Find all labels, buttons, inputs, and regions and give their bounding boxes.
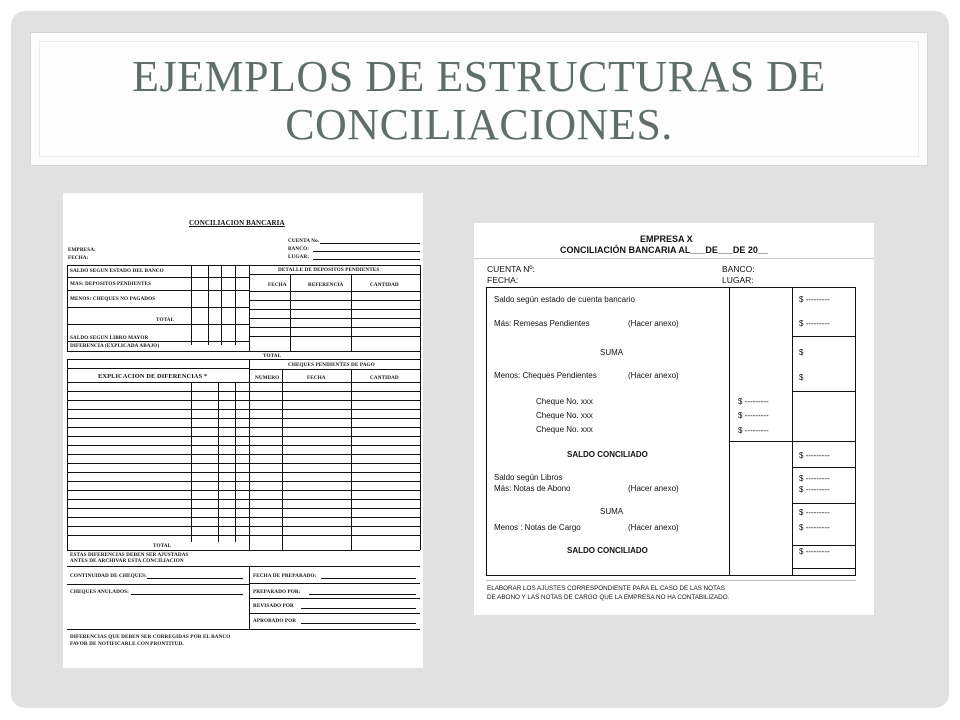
left-table-left <box>67 265 68 352</box>
right-amount-abono: $ --------- <box>799 485 830 494</box>
ruled-row-line <box>249 481 420 482</box>
left-table-right <box>420 265 421 550</box>
ruled-row-line <box>67 517 249 518</box>
fill-line <box>301 623 416 624</box>
right-mas-notas-abono: Más: Notas de Abono <box>494 484 571 493</box>
right-box-bottom <box>486 575 856 576</box>
right-anexo-3: (Hacer anexo) <box>628 484 679 493</box>
slide-title-line-1: EJEMPLOS DE ESTRUCTURAS DE <box>132 52 826 101</box>
right-amount-suma-2: $ --------- <box>799 508 830 517</box>
right-box-right <box>855 287 856 576</box>
right-amount-libros: $ --------- <box>799 474 830 483</box>
row-line <box>67 368 249 369</box>
right-amount-cargo: $ --------- <box>799 523 830 532</box>
ruled-row-line <box>249 436 420 437</box>
ruled-row-line <box>249 445 420 446</box>
row-line <box>249 327 420 328</box>
ruled-row-line <box>67 400 249 401</box>
left-cheques-pendientes: CHEQUES PENDIENTES DE PAGO <box>288 362 375 368</box>
ruled-row-line <box>67 526 249 527</box>
row-line <box>67 629 420 630</box>
ruled-row-line <box>249 454 420 455</box>
row-line <box>249 336 420 337</box>
ruled-row-line <box>249 463 420 464</box>
right-cheque-2: Cheque No. xxx <box>536 411 593 420</box>
right-cheque-3: Cheque No. xxx <box>536 425 593 434</box>
row-line <box>67 382 249 383</box>
ruled-row-line <box>67 436 249 437</box>
right-titulo: CONCILIACIÓN BANCARIA AL___DE___DE 20__ <box>560 245 768 255</box>
row-line <box>67 351 249 352</box>
footer-divider <box>486 580 856 581</box>
right-col-1 <box>729 287 730 576</box>
right-amount-cheques: $ <box>799 373 804 382</box>
fill-line <box>301 608 416 609</box>
right-amount-cheque-1: $ --------- <box>738 397 769 406</box>
right-amount-conciliado-1: $ --------- <box>799 451 830 460</box>
row-line <box>249 291 420 292</box>
ruled-row-line <box>67 472 249 473</box>
left-col-cantidad: CANTIDAD <box>370 282 399 288</box>
row-line <box>67 290 249 291</box>
row-line <box>792 503 856 504</box>
row-line <box>249 359 420 360</box>
left-reconciliation-form <box>63 193 423 668</box>
left-form-heading: CONCILIACION BANCARIA <box>189 219 285 227</box>
right-menos-notas-cargo: Menos : Notas de Cargo <box>494 523 581 532</box>
left-table-top <box>67 265 420 266</box>
right-box-left <box>486 287 487 576</box>
row-line <box>67 550 420 551</box>
ruled-row-line <box>249 517 420 518</box>
left-col-fecha: FECHA <box>268 282 287 288</box>
right-amount-cheque-2: $ --------- <box>738 411 769 420</box>
right-anexo-4: (Hacer anexo) <box>628 523 679 532</box>
fill-line <box>309 594 416 595</box>
ruled-row-line <box>67 445 249 446</box>
ruled-row-line <box>249 508 420 509</box>
left-dep-col <box>290 274 291 351</box>
left-lugar-line <box>313 259 420 260</box>
right-empresa: EMPRESA X <box>640 234 693 244</box>
row-line <box>249 598 420 599</box>
left-nota-ajuste-1: ESTAS DIFERENCIAS DEBEN SER AJUSTADAS <box>70 552 189 558</box>
left-total-1: TOTAL <box>156 317 175 323</box>
title-box <box>30 32 928 166</box>
row-line <box>67 277 249 278</box>
left-cheques-anulados: CHEQUES ANULADOS: <box>70 589 129 595</box>
row-line <box>792 336 856 337</box>
ruled-row-line <box>67 490 249 491</box>
left-cuenta-line <box>320 243 420 244</box>
right-anexo-2: (Hacer anexo) <box>628 371 679 380</box>
left-detalle-depositos: DETALLE DE DEPOSITOS PENDIENTES <box>278 267 380 273</box>
right-suma-1: SUMA <box>600 348 624 357</box>
ruled-row-line <box>67 499 249 500</box>
ruled-row-line <box>67 418 249 419</box>
right-suma-2: SUMA <box>600 507 624 516</box>
right-nota-2: DE ABONO Y LAS NOTAS DE CARGO QUE LA EMPRESA NO HA CONTABILIZADO. <box>487 594 730 601</box>
right-anexo-1: (Hacer anexo) <box>628 319 679 328</box>
right-saldo-libros: Saldo según Libros <box>494 473 563 482</box>
row-line <box>249 318 420 319</box>
right-nota-1: ELABORAR LOS AJUSTES CORRESPONDIENTE PARA EL CASO DE LAS NOTAS <box>487 585 725 592</box>
right-banco: BANCO: <box>722 264 755 274</box>
left-mas-depositos: MAS: DEPOSITOS PENDIENTES <box>70 281 152 287</box>
right-lugar: LUGAR: <box>722 275 754 285</box>
ruled-row-line <box>67 391 249 392</box>
ruled-row-line <box>249 499 420 500</box>
left-chq-col <box>351 369 352 550</box>
fill-line <box>147 578 243 579</box>
left-saldo-libro: SALDO SEGUN LIBRO MAYOR <box>70 335 149 341</box>
row-line <box>249 351 420 352</box>
left-dep-col <box>351 274 352 351</box>
ruled-row-line <box>249 490 420 491</box>
left-diferencia: DIFERENCIA (EXPLICADA ABAJO) <box>70 343 160 349</box>
right-box-top <box>486 287 856 288</box>
right-cuenta: CUENTA Nº: <box>487 264 535 274</box>
right-amount-suma-1: $ <box>799 348 804 357</box>
left-cuenta-label: CUENTA No. <box>288 238 320 244</box>
ruled-row-line <box>67 508 249 509</box>
left-continuidad: CONTINUIDAD DE CHEQUES: <box>70 573 147 579</box>
row-line <box>249 382 420 383</box>
left-fecha-label: FECHA: <box>68 255 89 261</box>
left-total-3: TOTAL <box>153 543 172 549</box>
right-menos-cheques: Menos: Cheques Pendientes <box>494 371 597 380</box>
right-fecha: FECHA: <box>487 275 519 285</box>
row-line <box>792 391 856 392</box>
row-line <box>792 545 856 546</box>
right-amount-cheque-3: $ --------- <box>738 426 769 435</box>
left-col-fecha-2: FECHA <box>307 375 326 381</box>
left-chq-col <box>282 369 283 550</box>
header-divider <box>474 258 874 259</box>
left-aprobado-por: APROBADO POR <box>253 618 297 624</box>
row-line <box>729 441 856 442</box>
left-exp-col <box>218 382 219 542</box>
left-col-cantidad-2: CANTIDAD <box>370 375 399 381</box>
left-revisado-por: REVISADO POR <box>253 603 294 609</box>
left-nota-ajuste-2: ANTES DE ARCHIVAR ESTA CONCILIACION <box>70 558 184 564</box>
slide-title-line-2: CONCILIACIONES. <box>285 100 673 149</box>
slide-title <box>31 53 927 149</box>
left-nota-banco-1: DIFERENCIAS QUE DEBEN SER CORREGIDAS POR EL BANCO <box>70 634 231 640</box>
fill-line <box>131 594 243 595</box>
row-line <box>792 568 856 569</box>
row-line <box>67 566 420 567</box>
right-amount-remesas: $ --------- <box>799 319 830 328</box>
right-saldo-banco: Saldo según estado de cuenta bancario <box>494 295 635 304</box>
left-menos-cheques: MENOS: CHEQUES NO PAGADOS <box>70 296 156 302</box>
right-saldo-conciliado-1: SALDO CONCILIADO <box>567 450 648 459</box>
right-reconciliation-form <box>474 223 874 615</box>
row-line <box>67 584 249 585</box>
row-line <box>67 324 249 325</box>
ruled-row-line <box>67 454 249 455</box>
right-amount-saldo-banco: $ --------- <box>799 295 830 304</box>
row-line <box>67 359 249 360</box>
left-fecha-preparado: FECHA DE PREPARADO: <box>253 573 317 579</box>
left-total-2: TOTAL <box>263 353 282 359</box>
ruled-row-line <box>249 400 420 401</box>
left-lugar-label: LUGAR: <box>288 254 310 260</box>
left-nota-banco-2: FAVOR DE NOTIFICARLE CON PRONTITUD. <box>70 641 184 647</box>
row-line <box>249 309 420 310</box>
row-line <box>67 307 249 308</box>
left-explicacion: EXPLICACION DE DIFERENCIAS * <box>98 373 208 380</box>
ruled-row-line <box>249 472 420 473</box>
left-preparado-por: PREPARADO POR: <box>253 589 301 595</box>
left-col-referencia: REFERENCIA <box>308 282 344 288</box>
ruled-row-line <box>249 535 420 536</box>
ruled-row-line <box>249 409 420 410</box>
ruled-row-line <box>67 535 249 536</box>
ruled-row-line <box>67 427 249 428</box>
ruled-row-line <box>67 409 249 410</box>
row-line <box>249 274 420 275</box>
left-col-numero: NUMERO <box>255 375 280 381</box>
row-line <box>249 369 420 370</box>
row-line <box>249 583 420 584</box>
row-line <box>249 300 420 301</box>
ruled-row-line <box>249 418 420 419</box>
ruled-row-line <box>249 526 420 527</box>
right-amount-conciliado-2: $ --------- <box>799 547 830 556</box>
right-cheque-1: Cheque No. xxx <box>536 397 593 406</box>
ruled-row-line <box>67 481 249 482</box>
ruled-row-line <box>249 391 420 392</box>
row-line <box>67 341 249 342</box>
row-line <box>249 613 420 614</box>
right-mas-remesas: Más: Remesas Pendientes <box>494 319 590 328</box>
ruled-row-line <box>67 463 249 464</box>
right-saldo-conciliado-2: SALDO CONCILIADO <box>567 546 648 555</box>
row-line <box>792 467 856 468</box>
left-empresa-label: EMPRESA: <box>68 247 96 253</box>
left-banco-label: BANCO: <box>288 246 310 252</box>
left-exp-col <box>235 382 236 542</box>
left-saldo-banco: SALDO SEGUN ESTADO DEL BANCO <box>70 268 164 274</box>
right-col-2 <box>792 287 793 576</box>
ruled-row-line <box>249 427 420 428</box>
left-banco-line <box>313 251 420 252</box>
fill-line <box>321 578 416 579</box>
left-exp-col <box>191 382 192 542</box>
